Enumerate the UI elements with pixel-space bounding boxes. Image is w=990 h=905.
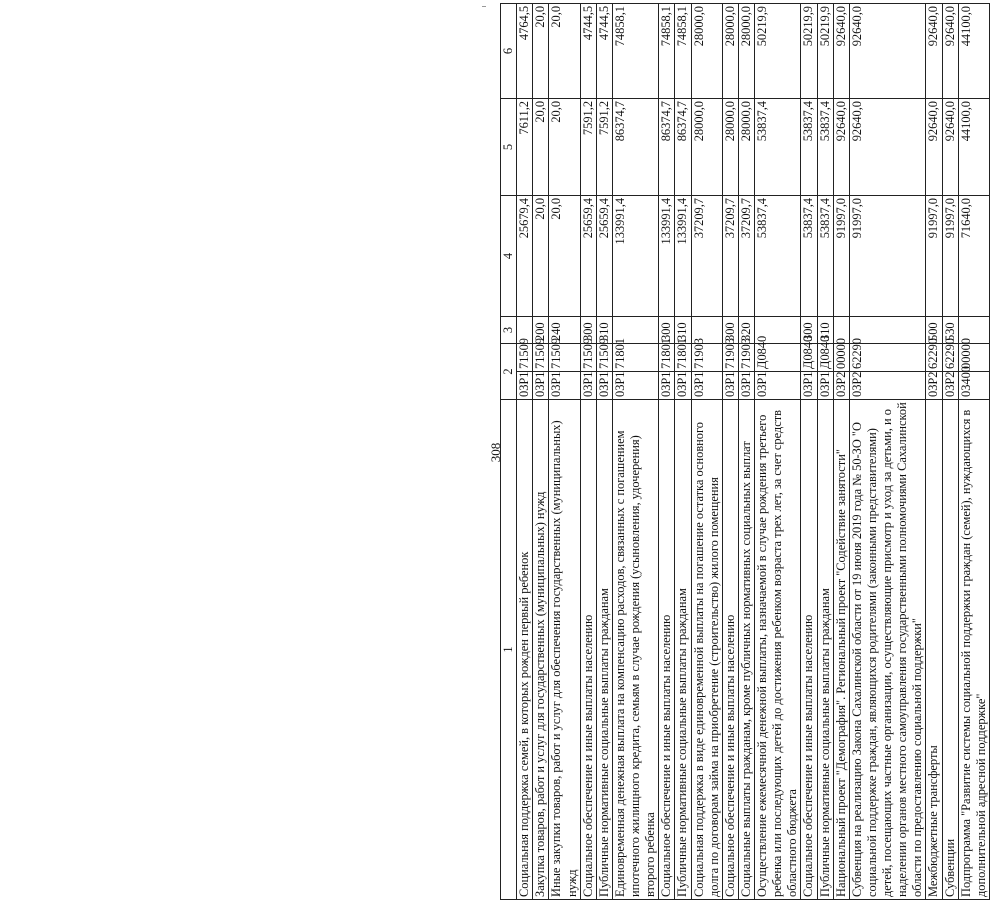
row-name-cell: Публичные нормативные социальные выплаты гражданам <box>817 400 833 900</box>
row-value-col6-cell: 92640,0 <box>849 3 926 98</box>
row-value-col4-cell: 37209,7 <box>722 195 738 316</box>
row-name-cell: Социальное обеспечение и иные выплаты населению <box>801 400 817 900</box>
row-code-a-cell: 03Р1 <box>549 372 580 400</box>
row-code-b-cell: 71509 <box>549 343 580 371</box>
row-code-b-cell: 62290 <box>942 343 958 371</box>
row-value-col5-cell: 7611,2 <box>517 98 533 195</box>
row-value-col5-cell: 20,0 <box>533 98 549 195</box>
row-value-col4-cell: 133991,4 <box>675 195 691 316</box>
row-value-col4-cell: 20,0 <box>533 195 549 316</box>
row-vr-cell: 300 <box>722 316 738 343</box>
row-code-a-cell: 03Р1 <box>722 372 738 400</box>
row-code-b-cell: 71801 <box>659 343 675 371</box>
row-code-b-cell: Д0840 <box>801 343 817 371</box>
row-code-b-cell: 71903 <box>722 343 738 371</box>
table-row <box>675 3 691 899</box>
header-col-4: 4 <box>501 195 517 316</box>
row-value-col4-cell: 91997,0 <box>926 195 942 316</box>
row-code-b-cell: 71801 <box>612 343 658 371</box>
table-row <box>517 3 533 899</box>
row-value-col6-cell: 28000,0 <box>722 3 738 98</box>
row-value-col4-cell: 53837,4 <box>817 195 833 316</box>
row-name-cell: Публичные нормативные социальные выплаты гражданам <box>596 400 612 900</box>
row-value-col4-cell: 133991,4 <box>659 195 675 316</box>
table-row <box>849 3 926 899</box>
budget-table <box>500 3 990 900</box>
row-value-col6-cell: 74858,1 <box>675 3 691 98</box>
row-value-col6-cell: 20,0 <box>549 3 580 98</box>
row-code-a-cell: 03Р1 <box>817 372 833 400</box>
table-row <box>833 3 849 899</box>
row-value-col6-cell: 44100,0 <box>958 3 989 98</box>
row-vr-cell: 500 <box>926 316 942 343</box>
table-row <box>942 3 958 899</box>
row-value-col5-cell: 7591,2 <box>580 98 596 195</box>
table-row <box>801 3 817 899</box>
row-vr-cell: 310 <box>596 316 612 343</box>
row-code-a-cell: 03Р1 <box>675 372 691 400</box>
row-value-col5-cell: 28000,0 <box>722 98 738 195</box>
row-name-cell: Иные закупки товаров, работ и услуг для обеспечения государственных (муниципальных) нужд <box>549 400 580 900</box>
row-code-a-cell: 03Р1 <box>659 372 675 400</box>
table-row <box>691 3 722 899</box>
table-row <box>533 3 549 899</box>
header-col-3: 3 <box>501 316 517 343</box>
row-code-b-cell: 71903 <box>691 343 722 371</box>
row-value-col6-cell: 50219,9 <box>801 3 817 98</box>
row-value-col6-cell: 20,0 <box>533 3 549 98</box>
row-value-col4-cell: 37209,7 <box>738 195 754 316</box>
row-code-b-cell: 62290 <box>926 343 942 371</box>
row-vr-cell: 310 <box>817 316 833 343</box>
table-row <box>659 3 675 899</box>
row-name-cell: Межбюджетные трансферты <box>926 400 942 900</box>
row-code-b-cell: 00000 <box>833 343 849 371</box>
row-code-a-cell: 03Р2 <box>849 372 926 400</box>
header-col-5: 5 <box>501 98 517 195</box>
row-code-b-cell: Д0840 <box>755 343 801 371</box>
row-vr-cell: 300 <box>659 316 675 343</box>
table-row <box>612 3 658 899</box>
table-body <box>517 3 990 899</box>
row-name-cell: Национальный проект "Демография". Региональный проект "Содействие занятости" <box>833 400 849 900</box>
table-row <box>958 3 989 899</box>
row-code-b-cell: 62290 <box>849 343 926 371</box>
table-row <box>926 3 942 899</box>
row-name-cell: Социальное обеспечение и иные выплаты населению <box>580 400 596 900</box>
row-name-cell: Единовременная денежная выплата на компенсацию расходов, связанных с погашением ипотечного жилищного кредита, семьям в случае рождения (усыновления, удочерения) второго ребенка <box>612 400 658 900</box>
row-value-col6-cell: 74858,1 <box>612 3 658 98</box>
table-row <box>596 3 612 899</box>
row-value-col4-cell: 71640,0 <box>958 195 989 316</box>
row-value-col6-cell: 92640,0 <box>926 3 942 98</box>
row-value-col5-cell: 92640,0 <box>849 98 926 195</box>
row-code-b-cell: 00000 <box>958 343 989 371</box>
header-col-6: 6 <box>501 3 517 98</box>
row-code-a-cell: 03Р1 <box>596 372 612 400</box>
row-value-col4-cell: 133991,4 <box>612 195 658 316</box>
row-vr-cell: 320 <box>738 316 754 343</box>
row-value-col5-cell: 92640,0 <box>942 98 958 195</box>
row-code-b-cell: Д0840 <box>817 343 833 371</box>
row-code-a-cell: 03Р1 <box>580 372 596 400</box>
row-vr-cell: 310 <box>675 316 691 343</box>
table-row <box>817 3 833 899</box>
row-code-a-cell: 03Р2 <box>942 372 958 400</box>
row-code-a-cell: 03Р1 <box>517 372 533 400</box>
row-value-col6-cell: 74858,1 <box>659 3 675 98</box>
row-name-cell: Осуществление ежемесячной денежной выплаты, назначаемой в случае рождения третьего ребенка или последующих детей до достижения ребенком возраста трех лет, за счет средств областного бюджета <box>755 400 801 900</box>
table-row <box>738 3 754 899</box>
row-vr-cell: 300 <box>801 316 817 343</box>
row-code-a-cell: 03Р1 <box>612 372 658 400</box>
row-name-cell: Социальная поддержка семей, в которых рожден первый ребенок <box>517 400 533 900</box>
table-row <box>580 3 596 899</box>
row-value-col5-cell: 28000,0 <box>691 98 722 195</box>
row-name-cell: Публичные нормативные социальные выплаты гражданам <box>675 400 691 900</box>
row-value-col6-cell: 4764,5 <box>517 3 533 98</box>
row-value-col5-cell: 44100,0 <box>958 98 989 195</box>
row-name-cell: Социальные выплаты гражданам, кроме публичных нормативных социальных выплат <box>738 400 754 900</box>
table-row <box>549 3 580 899</box>
row-value-col5-cell: 53837,4 <box>817 98 833 195</box>
header-col-2: 2 <box>501 343 517 399</box>
row-code-b-cell: 71509 <box>596 343 612 371</box>
row-value-col6-cell: 4744,5 <box>580 3 596 98</box>
row-vr-cell: 240 <box>549 316 580 343</box>
row-value-col5-cell: 92640,0 <box>833 98 849 195</box>
row-value-col6-cell: 4744,5 <box>596 3 612 98</box>
table-header-row <box>501 3 517 899</box>
row-value-col4-cell: 25659,4 <box>596 195 612 316</box>
row-name-cell: Социальное обеспечение и иные выплаты населению <box>722 400 738 900</box>
row-value-col5-cell: 86374,7 <box>675 98 691 195</box>
row-code-b-cell: 71801 <box>675 343 691 371</box>
row-value-col4-cell: 20,0 <box>549 195 580 316</box>
row-code-a-cell: 03Р2 <box>926 372 942 400</box>
row-value-col6-cell: 92640,0 <box>833 3 849 98</box>
row-vr-cell: 530 <box>942 316 958 343</box>
row-value-col6-cell: 50219,9 <box>755 3 801 98</box>
row-name-cell: Подпрограмма "Развитие системы социальной поддержки граждан (семей), нуждающихся в дополнительной адресной поддержке" <box>958 400 989 900</box>
row-name-cell: Закупка товаров, работ и услуг для государственных (муниципальных) нужд <box>533 400 549 900</box>
row-value-col4-cell: 25659,4 <box>580 195 596 316</box>
row-value-col4-cell: 91997,0 <box>942 195 958 316</box>
row-name-cell: Субвенции <box>942 400 958 900</box>
row-vr-cell: 300 <box>580 316 596 343</box>
row-code-a-cell: 03400 <box>958 372 989 400</box>
row-code-a-cell: 03Р1 <box>533 372 549 400</box>
row-value-col4-cell: 91997,0 <box>833 195 849 316</box>
row-value-col5-cell: 28000,0 <box>738 98 754 195</box>
row-code-b-cell: 71509 <box>533 343 549 371</box>
row-code-a-cell: 03Р1 <box>738 372 754 400</box>
row-value-col6-cell: 92640,0 <box>942 3 958 98</box>
header-col-1: 1 <box>501 400 517 900</box>
row-value-col5-cell: 92640,0 <box>926 98 942 195</box>
row-code-b-cell: 71509 <box>580 343 596 371</box>
row-value-col4-cell: 25679,4 <box>517 195 533 316</box>
row-value-col4-cell: 53837,4 <box>755 195 801 316</box>
table-row <box>722 3 738 899</box>
row-code-a-cell: 03Р1 <box>691 372 722 400</box>
row-value-col4-cell: 91997,0 <box>849 195 926 316</box>
row-name-cell: Социальная поддержка в виде единовременной выплаты на погашение остатка основного долга по договорам займа на приобретение (строительство) жилого помещения <box>691 400 722 900</box>
row-value-col5-cell: 7591,2 <box>596 98 612 195</box>
row-code-b-cell: 71903 <box>738 343 754 371</box>
row-code-a-cell: 03Р1 <box>801 372 817 400</box>
row-vr-cell: 200 <box>533 316 549 343</box>
page-number: 308 <box>488 442 503 463</box>
row-value-col5-cell: 53837,4 <box>801 98 817 195</box>
row-name-cell: Субвенция на реализацию Закона Сахалинской области от 19 июня 2019 года № 50-ЗО "О социальной поддержке граждан, являющихся родителями (законными представителями) детей, посещающих частные организации, осуществляющие присмотр и уход за детьми, и о наделении органов местного самоуправления государственными полномочиями Сахалинской области по предоставлению социальной поддержки" <box>849 400 926 900</box>
row-code-b-cell: 71509 <box>517 343 533 371</box>
row-code-a-cell: 03Р1 <box>755 372 801 400</box>
row-value-col5-cell: 53837,4 <box>755 98 801 195</box>
scan-mark <box>482 6 486 7</box>
row-name-cell: Социальное обеспечение и иные выплаты населению <box>659 400 675 900</box>
row-value-col6-cell: 28000,0 <box>691 3 722 98</box>
row-value-col5-cell: 20,0 <box>549 98 580 195</box>
row-value-col5-cell: 86374,7 <box>612 98 658 195</box>
row-value-col5-cell: 86374,7 <box>659 98 675 195</box>
row-value-col6-cell: 50219,9 <box>817 3 833 98</box>
row-value-col4-cell: 53837,4 <box>801 195 817 316</box>
row-value-col6-cell: 28000,0 <box>738 3 754 98</box>
row-code-a-cell: 03Р2 <box>833 372 849 400</box>
row-value-col4-cell: 37209,7 <box>691 195 722 316</box>
table-row <box>755 3 801 899</box>
